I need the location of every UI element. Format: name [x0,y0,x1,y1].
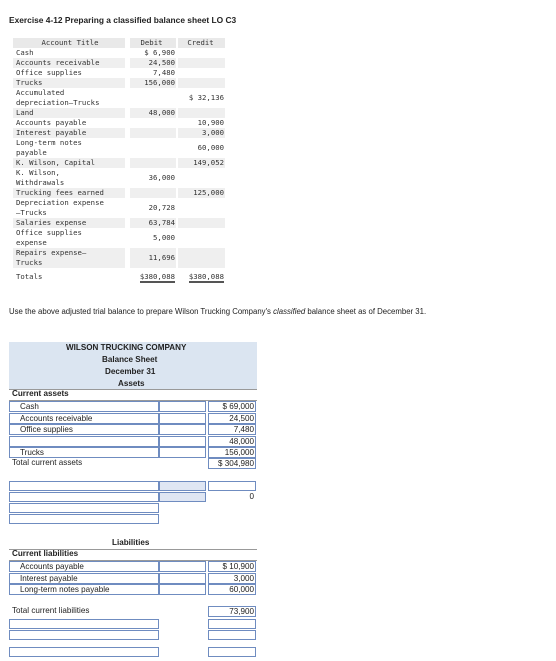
account-name-continued: payable [16,148,47,157]
debit-amount: 7,480 [153,68,175,77]
liability-account-input[interactable] [9,573,159,584]
instructions: Use the above adjusted trial balance to prepare Wilson Trucking Company's classified balance sheet as of December 31. [9,307,427,316]
blank-label-input[interactable] [9,619,159,629]
line-amount[interactable]: 3,000 [208,573,256,584]
blank-label-input[interactable] [9,492,159,502]
debit-amount: 11,696 [148,253,175,262]
line-amount[interactable]: 7,480 [208,424,256,435]
blank-label-input[interactable] [9,647,159,657]
liabilities-heading: Liabilities [112,538,150,547]
line-label: Accounts payable [20,562,84,571]
assets-heading: Assets [118,379,145,388]
blank-row-total: 0 [208,492,256,503]
debit-header: Debit [140,38,163,47]
account-name: Cash [16,48,34,57]
account-name: Land [16,108,34,117]
account-name: K. Wilson, Capital [16,158,96,167]
blank-total-input[interactable] [208,630,256,640]
total-current-liabilities-amount[interactable]: 73,900 [208,606,256,617]
amount-column-input[interactable] [159,436,206,447]
account-name: Accounts payable [16,118,87,127]
line-label: Accounts receivable [20,413,93,423]
line-label: Long-term notes payable [20,585,110,594]
total-current-liabilities-label: Total current liabilities [12,606,90,615]
account-title-header: Account Title [41,38,99,47]
debit-amount: 156,000 [144,78,175,87]
line-label: Interest payable [20,573,78,583]
account-name: Long-term notes [16,138,82,147]
company-name: WILSON TRUCKING COMPANY [66,343,187,352]
liability-account-input[interactable] [9,561,159,572]
account-name: Salaries expense [16,218,87,227]
statement-name: Balance Sheet [102,355,158,364]
account-name: Accumulated [16,88,65,97]
line-amount[interactable]: $ 10,900 [208,561,256,572]
asset-account-input[interactable] [9,447,159,458]
account-name: Office supplies [16,68,82,77]
line-amount[interactable]: 24,500 [208,413,256,424]
debit-amount: 20,728 [148,203,175,212]
account-name: Depreciation expense [16,198,104,207]
credit-amount: 125,000 [193,188,224,197]
amount-column-input[interactable] [159,413,206,424]
account-name: Trucking fees earned [16,188,104,197]
debit-amount: 63,784 [148,218,175,227]
line-label: Office supplies [20,425,73,434]
account-name: Accounts receivable [16,58,100,67]
line-amount[interactable]: 60,000 [208,584,256,595]
total-current-assets-label: Total current assets [12,458,83,467]
blank-label-input[interactable] [9,630,159,640]
exercise-title: Exercise 4-12 Preparing a classified balance sheet LO C3 [9,15,237,25]
current-liabilities-label: Current liabilities [12,549,79,558]
asset-account-input[interactable] [9,424,159,435]
blank-label-input[interactable] [9,514,159,524]
debit-amount: 24,500 [148,58,175,67]
credit-amount: 60,000 [197,143,224,152]
account-name-continued: Withdrawals [16,178,65,187]
total-current-assets-amount[interactable]: $ 304,980 [208,458,256,469]
account-name: Repairs expense— [16,248,87,257]
account-name: Office supplies [16,228,82,237]
blank-total-input[interactable] [208,647,256,657]
debit-amount: 48,000 [148,108,175,117]
credit-amount: 3,000 [202,128,224,137]
line-label: Cash [20,402,39,411]
amount-column-input[interactable] [159,424,206,435]
asset-account-input[interactable] [9,436,159,447]
debit-amount: 5,000 [153,233,175,242]
blank-amount-input[interactable] [159,481,206,491]
current-assets-label: Current assets [12,389,69,398]
amount-column-input[interactable] [159,584,206,595]
line-label: Trucks [20,448,44,457]
account-name-continued: expense [16,238,47,247]
totals-label: Totals [16,272,43,281]
blank-total-input[interactable] [208,619,256,629]
totals-debit: $380,088 [139,272,175,281]
debit-amount: $ 6,900 [144,48,175,57]
amount-column-input[interactable] [159,573,206,584]
account-name-continued: depreciation—Trucks [16,98,100,107]
liability-account-input[interactable] [9,584,159,595]
credit-amount: 10,900 [197,118,224,127]
blank-label-input[interactable] [9,481,159,491]
account-name-continued: Trucks [16,258,43,267]
blank-label-input[interactable] [9,503,159,513]
line-amount[interactable]: 156,000 [208,447,256,458]
debit-amount: 36,000 [148,173,175,182]
amount-column-input[interactable] [159,401,206,412]
account-name: Interest payable [16,128,87,137]
line-amount[interactable]: 48,000 [208,436,256,447]
account-name: K. Wilson, [16,168,60,177]
amount-column-input[interactable] [159,561,206,572]
asset-account-input[interactable] [9,413,159,424]
balance-sheet-worksheet [9,342,257,660]
credit-header: Credit [187,38,214,47]
account-name: Trucks [16,78,43,87]
blank-total-input[interactable] [208,481,256,491]
credit-amount: 149,052 [193,158,224,167]
trial-balance-table [13,38,225,285]
credit-amount: $ 32,136 [188,93,224,102]
statement-date: December 31 [105,367,156,376]
blank-amount-input[interactable] [159,492,206,502]
line-amount[interactable]: $ 69,000 [208,401,256,412]
account-name-continued: —Trucks [16,208,47,217]
totals-credit: $380,088 [188,272,224,281]
amount-column-input[interactable] [159,447,206,458]
asset-account-input[interactable] [9,401,159,412]
